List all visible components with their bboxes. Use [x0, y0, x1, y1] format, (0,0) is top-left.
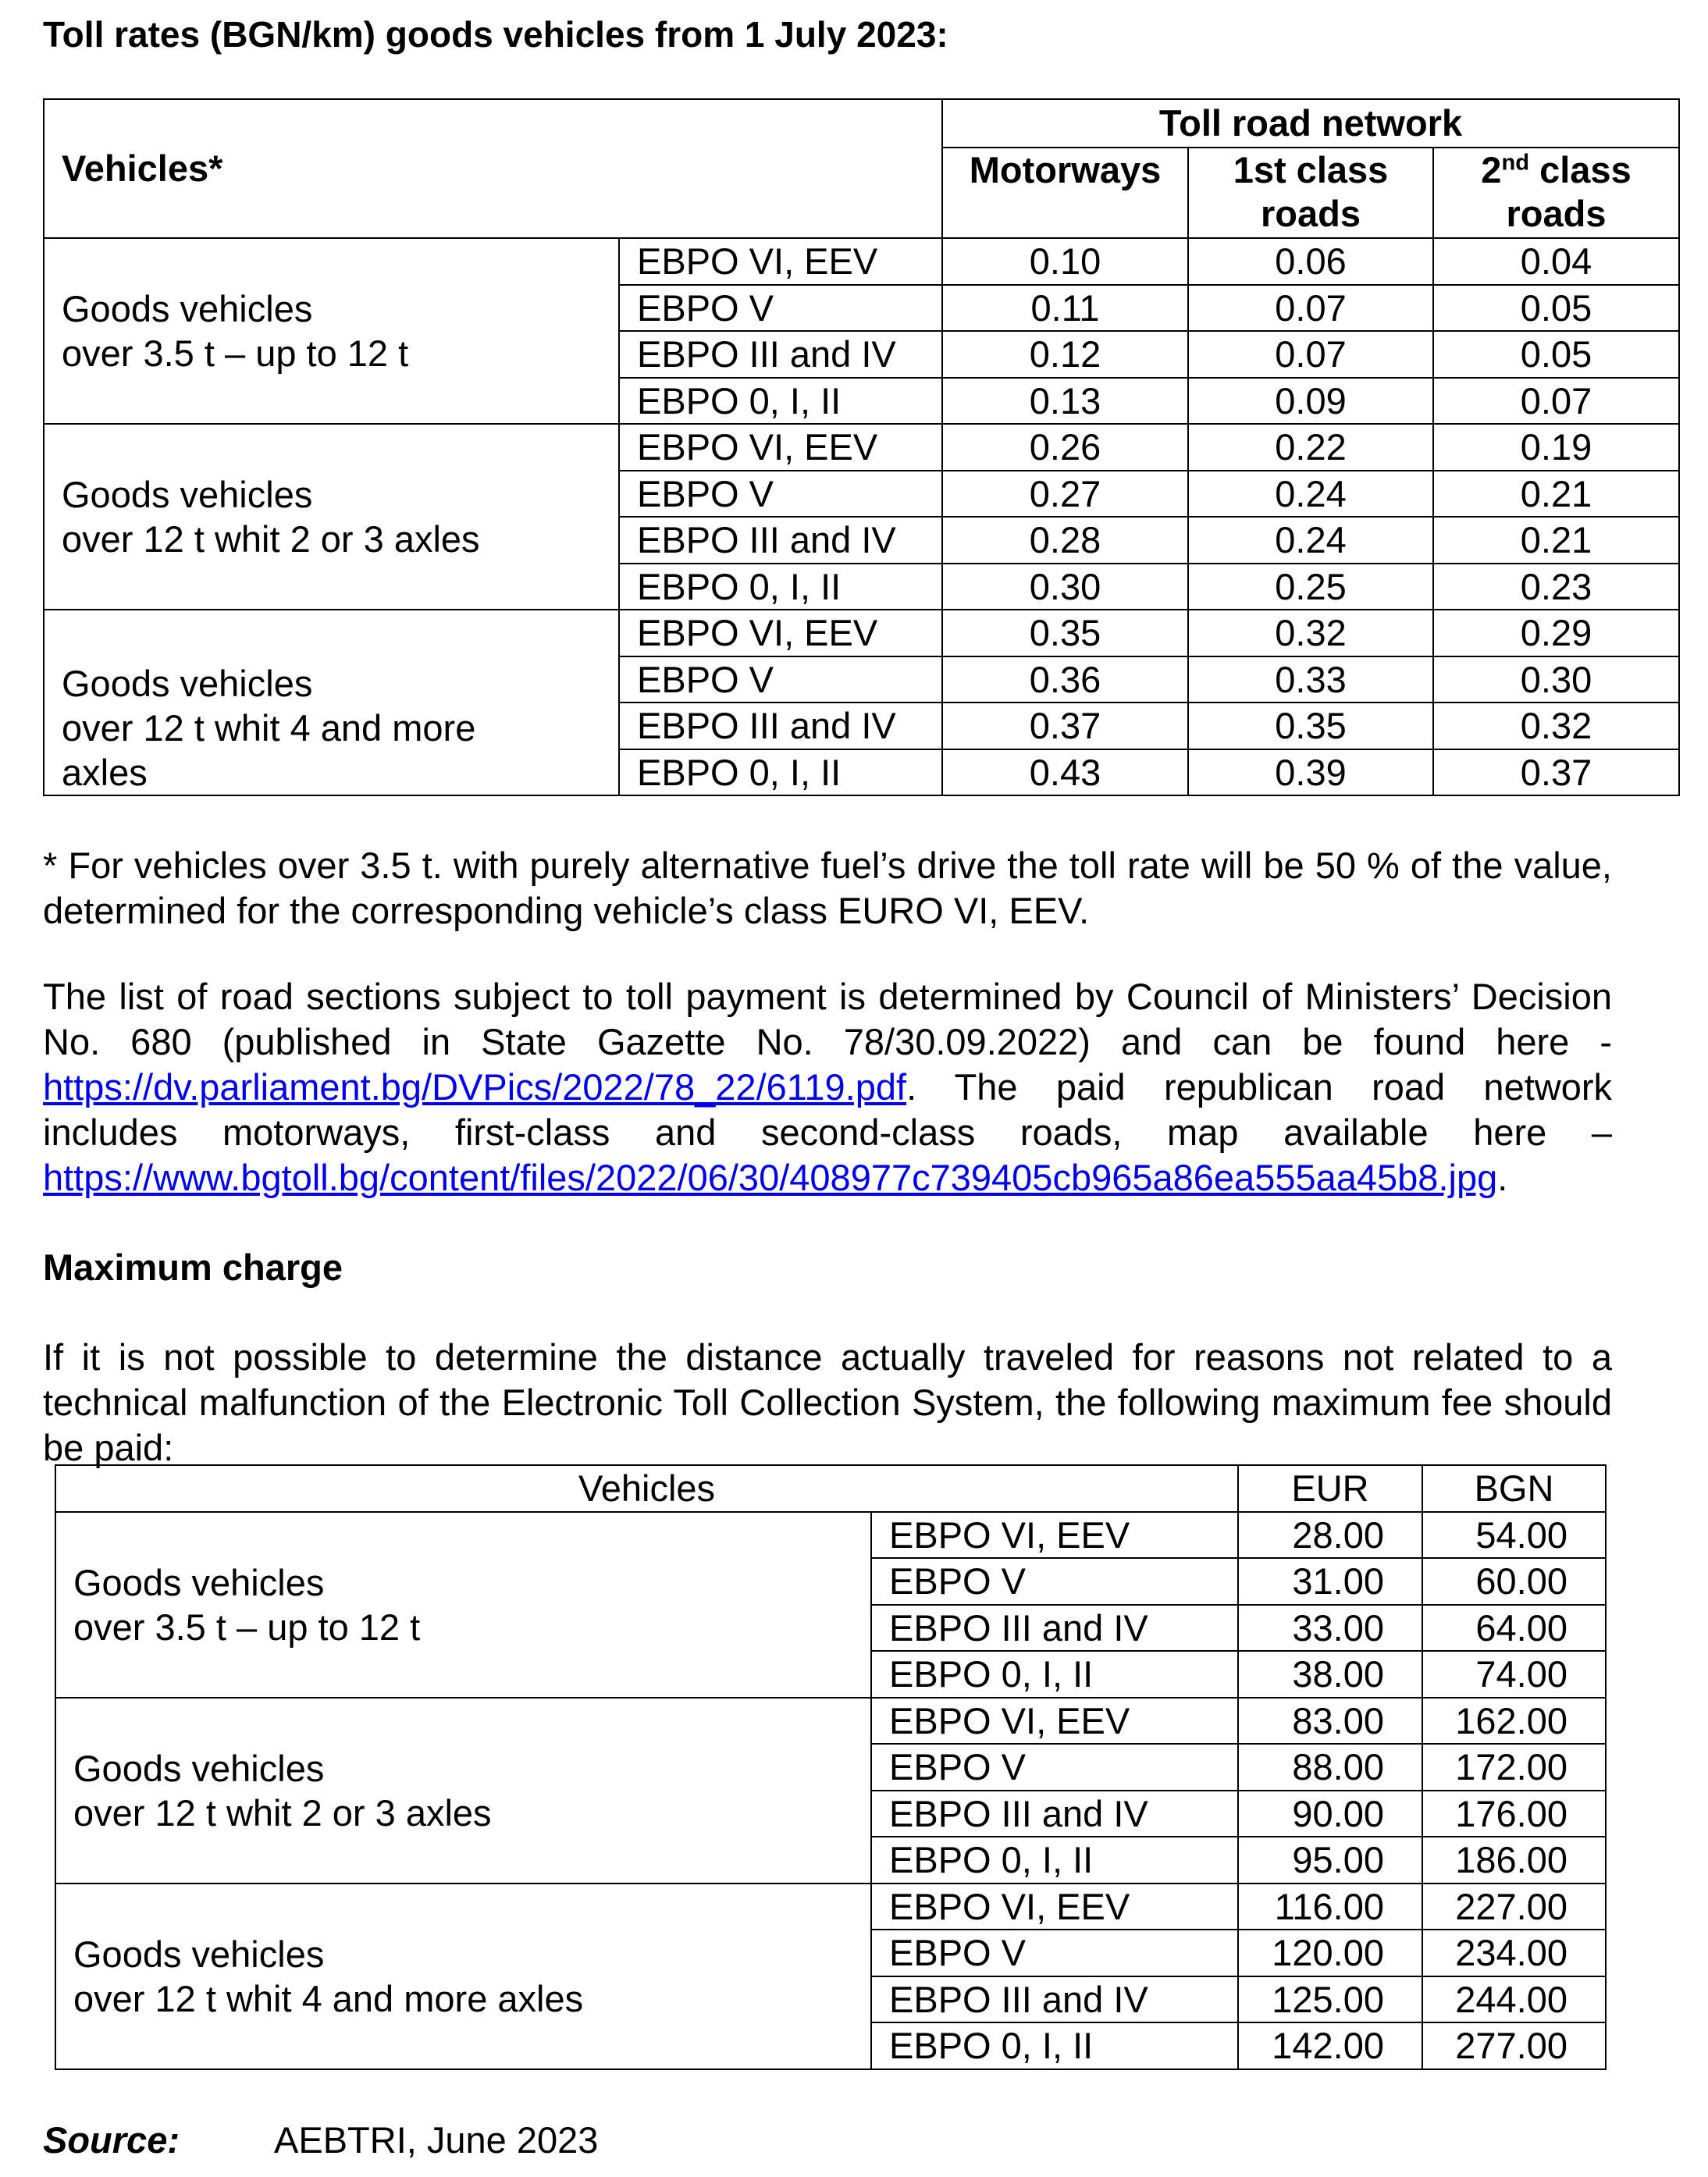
vehicle-group-line: Goods vehicles — [73, 1933, 325, 1975]
vehicle-group-line: Goods vehicles — [62, 663, 313, 704]
vehicle-group-line: axles — [62, 752, 148, 793]
first-class-rate-cell: 0.24 — [1188, 471, 1433, 518]
max-vehicles-header: Vehicles — [55, 1465, 1238, 1512]
second-class-rate-cell: 0.32 — [1433, 703, 1679, 749]
eur-charge-cell: 31.00 — [1238, 1558, 1422, 1605]
second-class-rate-cell: 0.30 — [1433, 656, 1679, 703]
bgn-charge-cell: 234.00 — [1422, 1930, 1606, 1976]
first-class-rate-cell: 0.06 — [1188, 238, 1433, 285]
first-class-rate-cell: 0.32 — [1188, 610, 1433, 656]
vehicle-group-line: over 3.5 t – up to 12 t — [73, 1606, 421, 1648]
first-class-rate-cell: 0.07 — [1188, 285, 1433, 332]
euro-class-cell: EBPO V — [619, 471, 942, 518]
bgn-charge-cell: 162.00 — [1422, 1698, 1606, 1745]
bgn-charge-cell: 54.00 — [1422, 1512, 1606, 1559]
euro-class-cell: EBPO V — [619, 285, 942, 332]
vehicle-group-line: over 12 t whit 4 and more — [62, 707, 476, 749]
state-gazette-link[interactable]: https://dv.parliament.bg/DVPics/2022/78_22/6119.pdf — [43, 1066, 907, 1108]
euro-class-cell: EBPO III and IV — [871, 1605, 1238, 1652]
eur-charge-cell: 95.00 — [1238, 1837, 1422, 1884]
vehicle-group-line: over 12 t whit 2 or 3 axles — [62, 518, 480, 560]
first-class-rate-cell: 0.39 — [1188, 749, 1433, 796]
source-label: Source: — [43, 2119, 180, 2161]
first-class-rate-cell: 0.33 — [1188, 656, 1433, 703]
eur-charge-cell: 120.00 — [1238, 1930, 1422, 1976]
vehicle-group-line: Goods vehicles — [73, 1561, 325, 1603]
euro-class-cell: EBPO III and IV — [619, 331, 942, 378]
euro-class-cell: EBPO VI, EEV — [871, 1512, 1238, 1559]
euro-class-cell: EBPO V — [871, 1744, 1238, 1791]
motorways-rate-cell: 0.27 — [942, 471, 1188, 518]
second-class-rate-cell: 0.37 — [1433, 749, 1679, 796]
euro-class-cell: EBPO V — [871, 1558, 1238, 1605]
table-row — [55, 1884, 1606, 1930]
motorways-rate-cell: 0.13 — [942, 378, 1188, 425]
vehicle-group-line: Goods vehicles — [62, 288, 313, 329]
motorways-rate-cell: 0.10 — [942, 238, 1188, 285]
bgn-charge-cell: 64.00 — [1422, 1605, 1606, 1652]
source-line — [43, 2117, 598, 2164]
first-class-rate-cell: 0.09 — [1188, 378, 1433, 425]
vehicle-group-label — [55, 1698, 871, 1884]
second-class-rate-cell: 0.05 — [1433, 331, 1679, 378]
vehicle-group-line: over 12 t whit 4 and more axles — [73, 1977, 584, 2019]
bgn-charge-cell: 74.00 — [1422, 1651, 1606, 1698]
motorways-rate-cell: 0.12 — [942, 331, 1188, 378]
vehicle-group-line: over 12 t whit 2 or 3 axles — [73, 1791, 492, 1834]
network-header: Toll road network — [942, 99, 1679, 148]
table-row — [55, 1698, 1606, 1745]
vehicle-group-label — [55, 1512, 871, 1698]
euro-class-cell: EBPO 0, I, II — [871, 1837, 1238, 1884]
motorways-rate-cell: 0.30 — [942, 564, 1188, 610]
footnote: * For vehicles over 3.5 t. with purely alternative fuel’s drive the toll rate will be 50 % of the value, determined for the corresponding vehicle’s class EURO VI, EEV. — [43, 845, 1612, 931]
bgn-charge-cell: 227.00 — [1422, 1884, 1606, 1930]
col-header-bgn: BGN — [1422, 1465, 1606, 1512]
toll-map-link[interactable]: https://www.bgtoll.bg/content/files/2022/06/30/408977c739405cb965a86ea555aa45b8.jpg — [43, 1157, 1498, 1198]
eur-charge-cell: 125.00 — [1238, 1976, 1422, 2023]
vehicle-group-label — [44, 610, 619, 795]
eur-charge-cell: 88.00 — [1238, 1744, 1422, 1791]
first-class-rate-cell: 0.35 — [1188, 703, 1433, 749]
motorways-rate-cell: 0.11 — [942, 285, 1188, 332]
toll-rates-body — [44, 238, 1679, 795]
euro-class-cell: EBPO III and IV — [619, 517, 942, 564]
bgn-charge-cell: 176.00 — [1422, 1791, 1606, 1837]
eur-charge-cell: 28.00 — [1238, 1512, 1422, 1559]
table-row — [55, 1512, 1606, 1559]
toll-rates-table — [43, 98, 1680, 796]
vehicle-group-line: Goods vehicles — [73, 1747, 325, 1789]
euro-class-cell: EBPO III and IV — [871, 1791, 1238, 1837]
vehicle-group-label — [44, 238, 619, 424]
max-charge-intro: If it is not possible to determine the distance actually traveled for reasons not related to a technical malfunction of the Electronic Toll Collection System, the following maximum fee should be paid: — [43, 1336, 1612, 1468]
euro-class-cell: EBPO V — [619, 656, 942, 703]
motorways-rate-cell: 0.37 — [942, 703, 1188, 749]
bgn-charge-cell: 277.00 — [1422, 2022, 1606, 2069]
max-charge-table — [55, 1464, 1607, 2070]
euro-class-cell: EBPO 0, I, II — [871, 2022, 1238, 2069]
euro-class-cell: EBPO 0, I, II — [619, 564, 942, 610]
euro-class-cell: EBPO 0, I, II — [871, 1651, 1238, 1698]
eur-charge-cell: 90.00 — [1238, 1791, 1422, 1837]
euro-class-cell: EBPO VI, EEV — [871, 1698, 1238, 1745]
bgn-charge-cell: 60.00 — [1422, 1558, 1606, 1605]
euro-class-cell: EBPO III and IV — [871, 1976, 1238, 2023]
max-charge-heading: Maximum charge — [43, 1247, 343, 1288]
vehicle-group-label — [55, 1884, 871, 2069]
table-row — [44, 238, 1679, 285]
col-header-motorways: Motorways — [942, 148, 1188, 238]
vehicle-group-line: Goods vehicles — [62, 474, 313, 515]
euro-class-cell: EBPO VI, EEV — [619, 610, 942, 656]
eur-charge-cell: 38.00 — [1238, 1651, 1422, 1698]
source-value: AEBTRI, June 2023 — [274, 2119, 599, 2161]
second-class-rate-cell: 0.23 — [1433, 564, 1679, 610]
second-class-rate-cell: 0.05 — [1433, 285, 1679, 332]
road-list-paragraph — [43, 974, 1612, 1201]
euro-class-cell: EBPO III and IV — [619, 703, 942, 749]
first-class-rate-cell: 0.22 — [1188, 424, 1433, 471]
table-row — [44, 610, 1679, 656]
vehicles-header: Vehicles* — [44, 99, 942, 238]
second-class-rate-cell: 0.21 — [1433, 517, 1679, 564]
euro-class-cell: EBPO 0, I, II — [619, 749, 942, 796]
first-class-rate-cell: 0.07 — [1188, 331, 1433, 378]
bgn-charge-cell: 172.00 — [1422, 1744, 1606, 1791]
second-class-rate-cell: 0.21 — [1433, 471, 1679, 518]
eur-charge-cell: 116.00 — [1238, 1884, 1422, 1930]
col-header-second-class: 2nd class roads — [1433, 148, 1679, 238]
motorways-rate-cell: 0.26 — [942, 424, 1188, 471]
road-list-text: The list of road sections subject to toll payment is determined by Council of Ministers’ Decision No. 680 (published in State Gazette No. 78/30.09.2022) and can be found here - — [43, 976, 1612, 1062]
euro-class-cell: EBPO VI, EEV — [871, 1884, 1238, 1930]
table-row — [44, 424, 1679, 471]
col-header-eur: EUR — [1238, 1465, 1422, 1512]
vehicle-group-line: over 3.5 t – up to 12 t — [62, 333, 409, 374]
page-title: Toll rates (BGN/km) goods vehicles from 1 July 2023: — [43, 14, 948, 55]
motorways-rate-cell: 0.35 — [942, 610, 1188, 656]
motorways-rate-cell: 0.43 — [942, 749, 1188, 796]
euro-class-cell: EBPO 0, I, II — [619, 378, 942, 425]
bgn-charge-cell: 244.00 — [1422, 1976, 1606, 2023]
first-class-rate-cell: 0.25 — [1188, 564, 1433, 610]
second-class-rate-cell: 0.04 — [1433, 238, 1679, 285]
euro-class-cell: EBPO VI, EEV — [619, 424, 942, 471]
vehicle-group-label — [44, 424, 619, 610]
eur-charge-cell: 83.00 — [1238, 1698, 1422, 1745]
col-header-first-class: 1st class roads — [1188, 148, 1433, 238]
euro-class-cell: EBPO V — [871, 1930, 1238, 1976]
second-class-rate-cell: 0.19 — [1433, 424, 1679, 471]
max-charge-body — [55, 1512, 1606, 2069]
road-network-text: . The paid republican road network includes motorways, first-class and second-class roads, map available here – — [43, 1066, 1612, 1153]
eur-charge-cell: 142.00 — [1238, 2022, 1422, 2069]
second-class-rate-cell: 0.29 — [1433, 610, 1679, 656]
motorways-rate-cell: 0.28 — [942, 517, 1188, 564]
second-class-rate-cell: 0.07 — [1433, 378, 1679, 425]
motorways-rate-cell: 0.36 — [942, 656, 1188, 703]
eur-charge-cell: 33.00 — [1238, 1605, 1422, 1652]
bgn-charge-cell: 186.00 — [1422, 1837, 1606, 1884]
first-class-rate-cell: 0.24 — [1188, 517, 1433, 564]
euro-class-cell: EBPO VI, EEV — [619, 238, 942, 285]
road-list-end: . — [1497, 1157, 1508, 1198]
